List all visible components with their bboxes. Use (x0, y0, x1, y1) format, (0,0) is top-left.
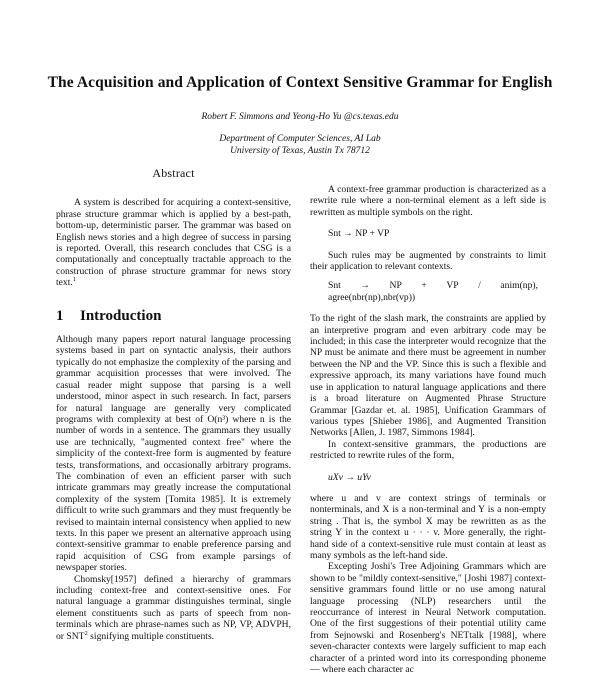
section-title: Introduction (80, 307, 162, 324)
rule-constraint-anim: anim(np), (500, 280, 538, 292)
right-column (310, 184, 546, 675)
paper-title: The Acquisition and Application of Context Sensitive Grammar for English (47, 74, 553, 91)
rule-np: NP (389, 280, 402, 292)
rule-lhs: Snt (328, 280, 341, 292)
section-heading (56, 307, 291, 324)
affiliation-university: University of Texas, Austin Tx 78712 (230, 146, 370, 156)
rule-slash: / (478, 280, 481, 292)
slash-explanation-paragraph: To the right of the slash mark, the constraints are applied by an interpretive program and even arbitrary code may be included; in this case the interpreter would recognize that the NP must be animate and there must be agreement in number between the NP and the VP. Since this is such a flexible and expressive approach, its many variations have found much use in application to natural language applications and there is a broad literature on Augmented Phrase Structure Grammar [Gazdar et. al. 1985], Unification Grammars of various types [Shieber 1986], and Augmented Transition Networks [Allen, J. 1987, Simmons 1984]. (310, 313, 546, 439)
constraint-paragraph: Such rules may be augmented by constraints to limit their application to relevant contexts. (310, 249, 546, 273)
csg-rule-form: uXv → uYv (328, 471, 371, 483)
footnote-mark: 1 (72, 276, 77, 284)
footnote-mark-2: 2 (84, 629, 88, 637)
rule-plus: + (421, 280, 427, 292)
csg-definition-paragraph: where u and v are context strings of terminals or nonterminals, and X is a non-terminal and Y is a non-empty string . That is, the symbol X may be rewritten as as the string Y in the context u · · · v. More generally, the right-hand side of a context-sensitive rule must contain at least as many symbols as the left-hand side. (310, 492, 546, 561)
rule-vp: VP (446, 280, 459, 292)
abstract-body: A system is described for acquiring a context-sensitive, phrase structure grammar which is applied by a best-path, bottom-up, deterministic parser. The grammar was based on English news stories and a high degree of success in parsing is reported. Overall, this research concludes that CSG is a computationally and conceptually tractable approach to the construction of phrase structure grammar for news story text. (56, 197, 291, 289)
paper-authors: Robert F. Simmons and Yeong-Ho Yu @cs.texas.edu (201, 112, 399, 122)
joshi-paragraph: Excepting Joshi's Tree Adjoining Grammars which are shown to be "mildly context-sensitive," [Joshi 1987] context-sensitive grammars found little or no use among natural language processing (NLP) researchers until the reoccurrance of interest in Neural Network computation. One of the first suggestions of their potential utility came from Sejnowski and Rosenberg's NETtalk [1988], where seven-character contexts were largely sufficient to map each character of a printed word into its corresponding phoneme — where each character ac (310, 561, 546, 675)
csg-paragraph: In context-sensitive grammars, the productions are restricted to rewrite rules of the form, (310, 438, 546, 462)
intro-paragraph-2-end: signifying multiple constituents. (87, 630, 215, 642)
abstract-text (56, 197, 291, 288)
intro-paragraph-2 (56, 574, 291, 642)
section-number: 1 (56, 307, 64, 324)
intro-paragraph-1: Although many papers report natural language processing systems based in part on syntactic analysis, their authors typically do not emphasize the complexity of the parsing and grammar acquisition processes that were involved. The casual reader might suppose that parsing is a well understood, minor aspect in such research. In fact, parsers for natural language are generally very complicated programs with complexity at best of O(n³) where n is the number of words in a sentence. The grammars they usually use are technically, "augmented context free" where the simplicity of the context-free form is augmented by feature tests, transformations, and occasionally arbitrary programs. The combination of even an efficient parser with such intricate grammars may greatly increase the computational complexity of the system [Tomita 1985]. It is extremely difficult to write such grammars and they must frequently be revised to maintain internal consistency when applied to new texts. In this paper we present an alternative approach using context-sensitive grammar to enable preference parsing and rapid acquisition of CSG from example parsings of newspaper stories. (56, 334, 291, 574)
rule-constraint-agree: agree(nbr(np),nbr(vp)) (328, 291, 416, 303)
rule-arrow: → (360, 280, 370, 292)
affiliation-department: Department of Computer Sciences, AI Lab (219, 134, 381, 144)
rule-snt-np-vp: Snt → NP + VP (328, 228, 390, 240)
paper-affiliation (40, 133, 560, 157)
left-column (56, 168, 291, 642)
augmented-rule (328, 280, 546, 303)
cfg-paragraph: A context-free grammar production is characterized as a rewrite rule where a non-terminal element as a left side is rewritten as multiple symbols on the right. (310, 184, 546, 218)
intro-paragraph-2-text: Chomsky[1957] defined a hierarchy of grammars including context-free and context-sensitive ones. For natural language a grammar distinguishes terminal, single element constituents such as parts of speech from non-terminals which are phrase-names such as NP, VP, ADVPH, or SNT (56, 573, 291, 642)
abstract-heading: Abstract (152, 166, 195, 180)
